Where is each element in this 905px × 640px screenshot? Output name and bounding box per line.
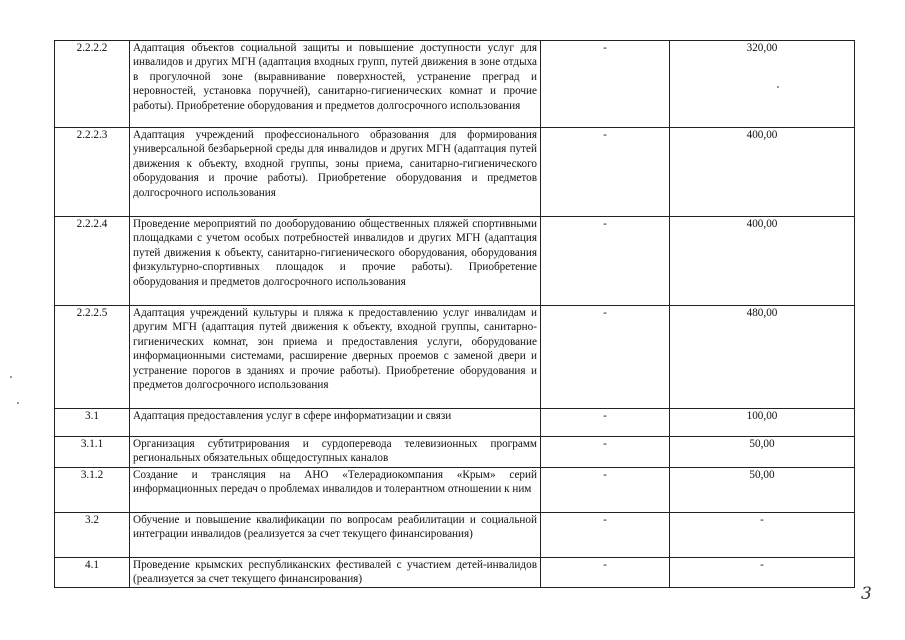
row-number: 2.2.2.5 [55,306,130,409]
row-number: 3.1 [55,409,130,437]
table-row [55,128,855,217]
row-description: Адаптация объектов социальной защиты и повышение доступности услуг для инвалидов и других МГН (адаптация входных групп, путей движения в зоне отдыха в прогулочной зоне (выравнивание поверхностей, устранение преград и неровностей, установка поручней), санитарно-гигиенических комнат и прочие работы). Приобретение оборудования и предметов долгосрочного использования [130,41,541,128]
row-amount: 50,00 [670,468,855,513]
row-amount: - [670,558,855,588]
row-number: 4.1 [55,558,130,588]
row-amount: 400,00 [670,217,855,306]
table-row [55,306,855,409]
row-description: Проведение мероприятий по дооборудованию общественных пляжей спортивными площадками с учетом особых потребностей инвалидов и других МГН (адаптация путей движения к объекту, санитарно-гигиенического оборудования, оборудования физкультурно-спортивных площадок и прочие работы). Приобретение оборудования и предметов долгосрочного использования [130,217,541,306]
row-dash-cell: - [541,558,670,588]
table-row [55,217,855,306]
table-row [55,437,855,468]
row-amount: - [670,513,855,558]
table-row [55,41,855,128]
row-amount: 400,00 [670,128,855,217]
row-description: Организация субтитрирования и сурдоперевода телевизионных программ региональных обязательных общедоступных каналов [130,437,541,468]
scan-speck [777,86,779,88]
row-description: Адаптация учреждений профессионального образования для формирования универсальной безбарьерной среды для инвалидов и других МГН (адаптация путей движения к объекту, входной группы, зоны приема, санитарно-гигиенического оборудования и прочие работы). Приобретение оборудования и предметов долгосрочного использования [130,128,541,217]
row-dash-cell: - [541,409,670,437]
row-dash-cell: - [541,437,670,468]
row-dash-cell: - [541,128,670,217]
row-description: Обучение и повышение квалификации по вопросам реабилитации и социальной интеграции инвалидов (реализуется за счет текущего финансирования) [130,513,541,558]
row-amount: 50,00 [670,437,855,468]
row-number: 2.2.2.3 [55,128,130,217]
row-dash-cell: - [541,217,670,306]
row-amount: 100,00 [670,409,855,437]
row-dash-cell: - [541,306,670,409]
row-description: Адаптация учреждений культуры и пляжа к предоставлению услуг инвалидам и другим МГН (адаптация путей движения к объекту, входной группы, санитарно-гигиенических комнат, зон приема и предоставления услуги, оборудование информационными системами, расширение дверных проемов с заменой двери и устранение порогов в зданиях и прочие работы). Приобретение оборудования и предметов долгосрочного использования [130,306,541,409]
row-number: 3.1.2 [55,468,130,513]
row-number: 2.2.2.2 [55,41,130,128]
row-dash-cell: - [541,41,670,128]
row-description: Создание и трансляция на АНО «Телерадиокомпания «Крым» серий информационных передач о проблемах инвалидов и толерантном отношении к ним [130,468,541,513]
scan-speck [17,402,19,404]
row-dash-cell: - [541,468,670,513]
table-row [55,513,855,558]
row-description: Проведение крымских республиканских фестивалей с участием детей-инвалидов (реализуется за счет текущего финансирования) [130,558,541,588]
table-row [55,558,855,588]
row-number: 2.2.2.4 [55,217,130,306]
row-amount: 480,00 [670,306,855,409]
row-description: Адаптация предоставления услуг в сфере информатизации и связи [130,409,541,437]
table-row [55,409,855,437]
scan-speck [10,376,12,378]
row-number: 3.2 [55,513,130,558]
measures-table [54,40,855,588]
row-number: 3.1.1 [55,437,130,468]
table-row [55,468,855,513]
page-number: 3 [861,584,872,604]
row-dash-cell: - [541,513,670,558]
row-amount: 320,00 [670,41,855,128]
